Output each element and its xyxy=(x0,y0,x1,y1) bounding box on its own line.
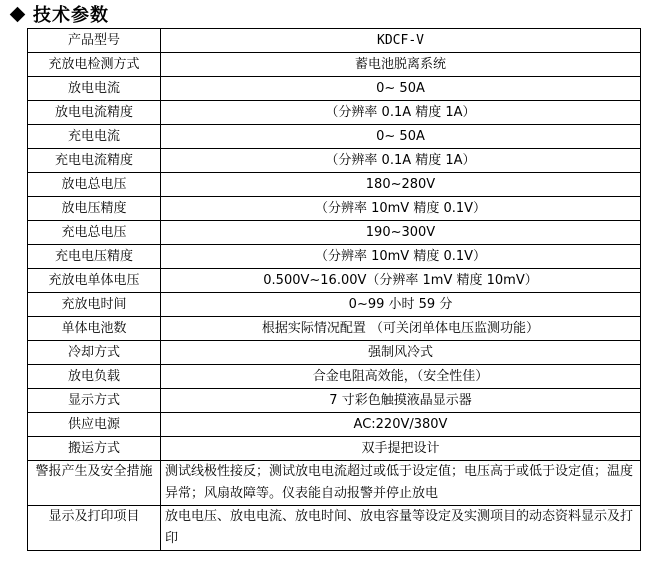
row-label: 放电电流 xyxy=(28,77,161,101)
table-row xyxy=(28,293,641,317)
row-label: 单体电池数 xyxy=(28,317,161,341)
table-row xyxy=(28,389,641,413)
row-value: 合金电阻高效能，（安全性佳） xyxy=(161,365,641,389)
row-label: 放电压精度 xyxy=(28,197,161,221)
row-label: 充放电时间 xyxy=(28,293,161,317)
row-value: （分辨率 10mV 精度 0.1V） xyxy=(161,245,641,269)
row-value: 180~280V xyxy=(161,173,641,197)
table-row xyxy=(28,317,641,341)
row-label: 放电总电压 xyxy=(28,173,161,197)
row-label: 产品型号 xyxy=(28,29,161,53)
row-value: 根据实际情况配置 （可关闭单体电压监测功能） xyxy=(161,317,641,341)
row-label: 充放电检测方式 xyxy=(28,53,161,77)
row-value: 0.500V~16.00V（分辨率 1mV 精度 10mV） xyxy=(161,269,641,293)
row-label: 放电电流精度 xyxy=(28,101,161,125)
row-value: 7 寸彩色触摸液晶显示器 xyxy=(161,389,641,413)
row-value: 0~99 小时 59 分 xyxy=(161,293,641,317)
table-row xyxy=(28,245,641,269)
table-row xyxy=(28,461,641,506)
row-value: （分辨率 0.1A 精度 1A） xyxy=(161,149,641,173)
section-heading xyxy=(8,2,109,26)
table-row xyxy=(28,437,641,461)
row-label: 搬运方式 xyxy=(28,437,161,461)
table-row xyxy=(28,53,641,77)
row-value: 0~ 50A xyxy=(161,125,641,149)
diamond-bullet-icon xyxy=(10,6,26,22)
table-row xyxy=(28,506,641,551)
table-row xyxy=(28,101,641,125)
row-label: 冷却方式 xyxy=(28,341,161,365)
row-label: 充电电压精度 xyxy=(28,245,161,269)
row-label: 充电电流精度 xyxy=(28,149,161,173)
row-value: 190~300V xyxy=(161,221,641,245)
table-row xyxy=(28,221,641,245)
row-label: 显示方式 xyxy=(28,389,161,413)
table-row xyxy=(28,269,641,293)
table-row xyxy=(28,413,641,437)
row-label: 充电总电压 xyxy=(28,221,161,245)
row-value: 蓄电池脱离系统 xyxy=(161,53,641,77)
table-row xyxy=(28,125,641,149)
row-value: KDCF-V xyxy=(161,29,641,53)
spec-table xyxy=(27,28,641,551)
table-row xyxy=(28,77,641,101)
row-label: 充放电单体电压 xyxy=(28,269,161,293)
table-row xyxy=(28,341,641,365)
section-title: 技术参数 xyxy=(33,5,109,26)
table-row xyxy=(28,365,641,389)
row-value: 测试线极性接反；测试放电电流超过或低于设定值；电压高于或低于设定值；温度异常；风扇故障等。仪表能自动报警并停止放电 xyxy=(161,461,641,506)
row-label: 警报产生及安全措施 xyxy=(28,461,161,506)
row-label: 放电负载 xyxy=(28,365,161,389)
row-value: 放电电压、放电电流、放电时间、放电容量等设定及实测项目的动态资料显示及打印 xyxy=(161,506,641,551)
table-row xyxy=(28,29,641,53)
row-value: （分辨率 0.1A 精度 1A） xyxy=(161,101,641,125)
row-value: 双手提把设计 xyxy=(161,437,641,461)
row-value: （分辨率 10mV 精度 0.1V） xyxy=(161,197,641,221)
row-value: AC:220V/380V xyxy=(161,413,641,437)
row-value: 0~ 50A xyxy=(161,77,641,101)
row-value: 强制风冷式 xyxy=(161,341,641,365)
table-row xyxy=(28,173,641,197)
table-row xyxy=(28,197,641,221)
row-label: 充电电流 xyxy=(28,125,161,149)
row-label: 供应电源 xyxy=(28,413,161,437)
table-row xyxy=(28,149,641,173)
row-label: 显示及打印项目 xyxy=(28,506,161,551)
